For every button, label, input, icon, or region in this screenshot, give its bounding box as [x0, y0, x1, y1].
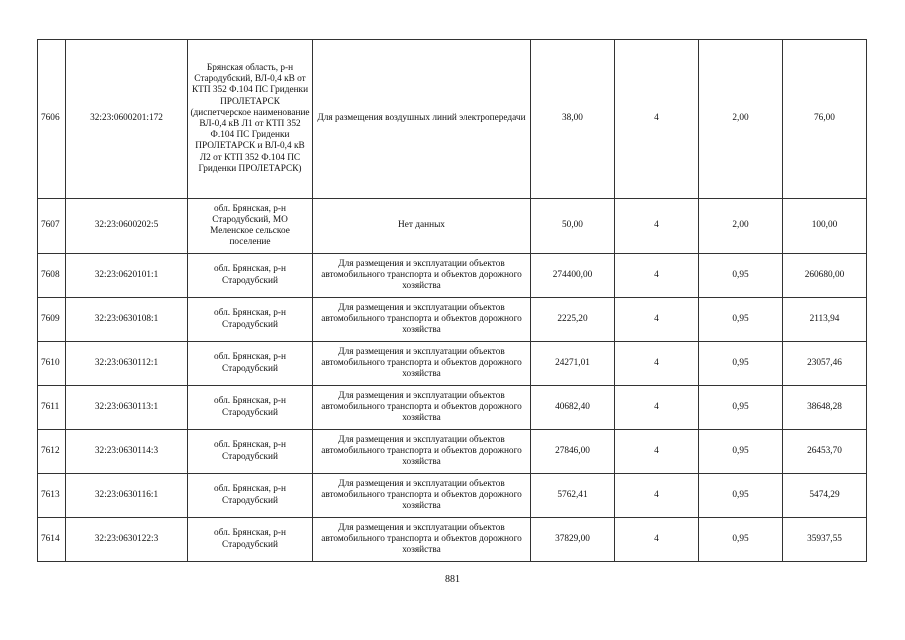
location-cell: обл. Брянская, р-н Стародубский: [188, 518, 313, 562]
purpose-cell: Для размещения воздушных линий электропередачи: [313, 40, 531, 199]
value-cell: 38648,28: [783, 386, 867, 430]
group-cell: 4: [615, 474, 699, 518]
area-cell: 38,00: [531, 40, 615, 199]
area-cell: 5762,41: [531, 474, 615, 518]
row-number: 7610: [38, 342, 66, 386]
page-number: 881: [445, 574, 460, 585]
table-row: [38, 342, 867, 386]
table-row: [38, 298, 867, 342]
value-cell: 5474,29: [783, 474, 867, 518]
row-number: 7607: [38, 199, 66, 254]
area-cell: 27846,00: [531, 430, 615, 474]
purpose-cell: Для размещения и эксплуатации объектов автомобильного транспорта и объектов дорожного хозяйства: [313, 298, 531, 342]
row-number: 7606: [38, 40, 66, 199]
value-cell: 100,00: [783, 199, 867, 254]
rate-cell: 2,00: [699, 40, 783, 199]
area-cell: 274400,00: [531, 254, 615, 298]
group-cell: 4: [615, 298, 699, 342]
location-cell: обл. Брянская, р-н Стародубский: [188, 342, 313, 386]
rate-cell: 2,00: [699, 199, 783, 254]
location-cell: обл. Брянская, р-н Стародубский: [188, 474, 313, 518]
rate-cell: 0,95: [699, 386, 783, 430]
value-cell: 35937,55: [783, 518, 867, 562]
location-cell: обл. Брянская, р-н Стародубский: [188, 254, 313, 298]
group-cell: 4: [615, 342, 699, 386]
cadastral-number: 32:23:0630116:1: [66, 474, 188, 518]
purpose-cell: Для размещения и эксплуатации объектов автомобильного транспорта и объектов дорожного хозяйства: [313, 254, 531, 298]
cadastral-number: 32:23:0630108:1: [66, 298, 188, 342]
rate-cell: 0,95: [699, 518, 783, 562]
row-number: 7609: [38, 298, 66, 342]
table-row: [38, 40, 867, 199]
location-cell: обл. Брянская, р-н Стародубский: [188, 430, 313, 474]
cadastral-number: 32:23:0630114:3: [66, 430, 188, 474]
purpose-cell: Для размещения и эксплуатации объектов автомобильного транспорта и объектов дорожного хозяйства: [313, 518, 531, 562]
cadastral-number: 32:23:0630122:3: [66, 518, 188, 562]
rate-cell: 0,95: [699, 342, 783, 386]
table-row: [38, 518, 867, 562]
table-row: [38, 474, 867, 518]
area-cell: 50,00: [531, 199, 615, 254]
row-number: 7612: [38, 430, 66, 474]
purpose-cell: Для размещения и эксплуатации объектов автомобильного транспорта и объектов дорожного хозяйства: [313, 342, 531, 386]
cadastral-table: [37, 39, 867, 562]
table-row: [38, 386, 867, 430]
location-cell: обл. Брянская, р-н Стародубский: [188, 298, 313, 342]
location-cell: обл. Брянская, р-н Стародубский, МО Меленское сельское поселение: [188, 199, 313, 254]
group-cell: 4: [615, 199, 699, 254]
value-cell: 2113,94: [783, 298, 867, 342]
rate-cell: 0,95: [699, 298, 783, 342]
cadastral-number: 32:23:0620101:1: [66, 254, 188, 298]
row-number: 7611: [38, 386, 66, 430]
group-cell: 4: [615, 40, 699, 199]
group-cell: 4: [615, 386, 699, 430]
area-cell: 37829,00: [531, 518, 615, 562]
group-cell: 4: [615, 518, 699, 562]
cadastral-number: 32:23:0600202:5: [66, 199, 188, 254]
cadastral-number: 32:23:0600201:172: [66, 40, 188, 199]
rate-cell: 0,95: [699, 254, 783, 298]
value-cell: 26453,70: [783, 430, 867, 474]
table-row: [38, 430, 867, 474]
purpose-cell: Нет данных: [313, 199, 531, 254]
row-number: 7613: [38, 474, 66, 518]
group-cell: 4: [615, 430, 699, 474]
group-cell: 4: [615, 254, 699, 298]
purpose-cell: Для размещения и эксплуатации объектов автомобильного транспорта и объектов дорожного хозяйства: [313, 474, 531, 518]
row-number: 7614: [38, 518, 66, 562]
location-cell: Брянская область, р-н Стародубский, ВЛ-0,4 кВ от КТП 352 Ф.104 ПС Гриденки ПРОЛЕТАРСК (диспетчерское наименование ВЛ-0,4 кВ Л1 от КТП 352 Ф.104 ПС Гриденки ПРОЛЕТАРСК и ВЛ-0,4 кВ Л2 от КТП 352 Ф.104 ПС Гриденки ПРОЛЕТАРСК): [188, 40, 313, 199]
row-number: 7608: [38, 254, 66, 298]
rate-cell: 0,95: [699, 474, 783, 518]
cadastral-number: 32:23:0630112:1: [66, 342, 188, 386]
area-cell: 24271,01: [531, 342, 615, 386]
area-cell: 40682,40: [531, 386, 615, 430]
value-cell: 76,00: [783, 40, 867, 199]
area-cell: 2225,20: [531, 298, 615, 342]
purpose-cell: Для размещения и эксплуатации объектов автомобильного транспорта и объектов дорожного хозяйства: [313, 430, 531, 474]
location-cell: обл. Брянская, р-н Стародубский: [188, 386, 313, 430]
cadastral-number: 32:23:0630113:1: [66, 386, 188, 430]
value-cell: 23057,46: [783, 342, 867, 386]
rate-cell: 0,95: [699, 430, 783, 474]
table-row: [38, 254, 867, 298]
purpose-cell: Для размещения и эксплуатации объектов автомобильного транспорта и объектов дорожного хозяйства: [313, 386, 531, 430]
table-row: [38, 199, 867, 254]
value-cell: 260680,00: [783, 254, 867, 298]
